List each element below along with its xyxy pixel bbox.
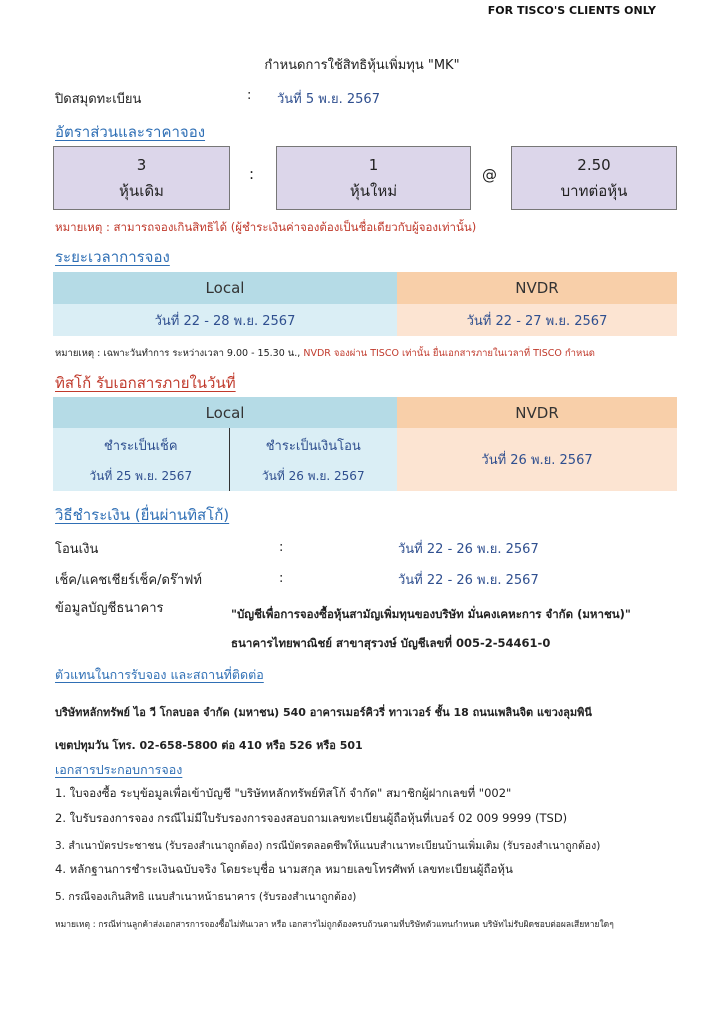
- new-shares-box: [276, 146, 471, 210]
- price-number: 2.50: [577, 156, 611, 174]
- docs-local-header: Local: [53, 397, 397, 428]
- transfer-date: วันที่ 26 พ.ย. 2567: [261, 468, 365, 483]
- cheque-cell: [53, 428, 229, 491]
- old-shares-label: หุ้นเดิม: [119, 182, 164, 200]
- period-note-black: หมายเหตุ : เฉพาะวันทำการ ระหว่างเวลา 9.00 - 15.30 น.,: [55, 348, 301, 359]
- old-shares-number: 3: [136, 156, 147, 174]
- document-item-2: 2. ใบรับรองการจอง กรณีไม่มีใบรับรองการจองสอบถามเลขทะเบียนผู้ถือหุ้นที่เบอร์ 02 009 9999 (TSD): [55, 811, 568, 825]
- closing-date-colon: :: [247, 88, 252, 103]
- ratio-at-sign: @: [482, 166, 497, 184]
- bank-account-name: "บัญชีเพื่อการจองซื้อหุ้นสามัญเพิ่มทุนของบริษัท มั่นคงเคหะการ จำกัด (มหาชน)": [231, 607, 631, 621]
- closing-date-label: ปิดสมุดทะเบียน: [55, 92, 142, 107]
- document-item-4: 4. หลักฐานการชำระเงินฉบับจริง โดยระบุชื่อ นามสกุล หมายเลขโทรศัพท์ เลขทะเบียนผู้ถือหุ้น: [55, 862, 513, 876]
- period-table: [53, 272, 677, 336]
- agent-address-line1: บริษัทหลักทรัพย์ ไอ วี โกลบอล จำกัด (มหาชน) 540 อาคารเมอร์คิวรี่ ทาวเวอร์ ชั้น 18 ถนนเพลินจิต แขวงลุมพินี: [55, 706, 592, 719]
- price-label: บาทต่อหุ้น: [560, 182, 628, 200]
- docs-nvdr-date: วันที่ 26 พ.ย. 2567: [397, 428, 677, 491]
- clients-only-note: FOR TISCO'S CLIENTS ONLY: [487, 4, 656, 17]
- document-item-3: 3. สำเนาบัตรประชาชน (รับรองสำเนาถูกต้อง) กรณีบัตรตลอดชีพให้แนบสำเนาทะเบียนบ้านเพิ่มเติม (รับรองสำเนาถูกต้อง): [55, 840, 601, 852]
- docs-nvdr-header: NVDR: [397, 397, 677, 428]
- cheque-date: วันที่ 25 พ.ย. 2567: [89, 468, 193, 483]
- new-shares-label: หุ้นใหม่: [349, 182, 398, 200]
- agent-address-line2: เขตปทุมวัน โทร. 02-658-5800 ต่อ 410 หรือ 526 หรือ 501: [55, 739, 363, 752]
- bank-account-detail: ธนาคารไทยพาณิชย์ สาขาสุรวงษ์ บัญชีเลขที่ 005-2-54461-0: [231, 636, 551, 650]
- payment-heading: วิธีชำระเงิน (ยื่นผ่านทิสโก้): [55, 506, 230, 524]
- payment-transfer-label: โอนเงิน: [55, 542, 99, 557]
- period-local-header: Local: [53, 272, 397, 304]
- transfer-cell: [229, 428, 397, 491]
- payment-cheque-value: วันที่ 22 - 26 พ.ย. 2567: [398, 573, 539, 588]
- docs-deadline-table: [53, 397, 677, 491]
- old-shares-box: [53, 146, 230, 210]
- period-heading: ระยะเวลาการจอง: [55, 248, 170, 266]
- documents-note: หมายเหตุ : กรณีท่านลูกค้าส่งเอกสารการจองซื้อไม่ทันเวลา หรือ เอกสารไม่ถูกต้องครบถ้วนตามที่บริษัทตัวแทนกำหนด บริษัทไม่รับผิดชอบต่อผลเสียหายใดๆ: [55, 920, 614, 930]
- period-nvdr-date: วันที่ 22 - 27 พ.ย. 2567: [397, 304, 677, 336]
- transfer-label: ชำระเป็นเงินโอน: [265, 438, 361, 454]
- document-item-1: 1. ใบจองซื้อ ระบุข้อมูลเพื่อเข้าบัญชี "บริษัทหลักทรัพย์ทิสโก้ จำกัด" สมาชิกผู้ฝากเลขที่ "002": [55, 786, 512, 800]
- period-note-red: NVDR จองผ่าน TISCO เท่านั้น ยื่นเอกสารภายในเวลาที่ TISCO กำหนด: [300, 348, 595, 359]
- new-shares-number: 1: [368, 156, 379, 174]
- documents-heading: เอกสารประกอบการจอง: [55, 762, 183, 777]
- payment-cheque-colon: :: [279, 571, 284, 586]
- ratio-heading: อัตราส่วนและราคาจอง: [55, 123, 206, 141]
- document-item-5: 5. กรณีจองเกินสิทธิ แนบสำเนาหน้าธนาคาร (รับรองสำเนาถูกต้อง): [55, 891, 357, 903]
- period-nvdr-header: NVDR: [397, 272, 677, 304]
- price-box: [511, 146, 677, 210]
- ratio-colon: :: [249, 165, 255, 183]
- agent-heading: ตัวแทนในการรับจอง และสถานที่ติดต่อ: [55, 667, 264, 682]
- closing-date-value: วันที่ 5 พ.ย. 2567: [277, 92, 380, 107]
- bank-info-label: ข้อมูลบัญชีธนาคาร: [55, 601, 164, 616]
- payment-transfer-colon: :: [279, 540, 284, 555]
- period-note: [55, 346, 595, 361]
- payment-cheque-label: เช็ค/แคชเชียร์เช็ค/ดร๊าฟท์: [55, 573, 202, 588]
- period-local-date: วันที่ 22 - 28 พ.ย. 2567: [53, 304, 397, 336]
- cheque-label: ชำระเป็นเช็ค: [103, 438, 178, 454]
- page-title: กำหนดการใช้สิทธิหุ้นเพิ่มทุน "MK": [264, 58, 460, 73]
- ratio-note: หมายเหตุ : สามารถจองเกินสิทธิได้ (ผู้ชำระเงินค่าจองต้องเป็นชื่อเดียวกับผู้จองเท่านั้น): [55, 220, 477, 234]
- payment-transfer-value: วันที่ 22 - 26 พ.ย. 2567: [398, 542, 539, 557]
- docs-deadline-heading: ทิสโก้ รับเอกสารภายในวันที่: [55, 374, 236, 392]
